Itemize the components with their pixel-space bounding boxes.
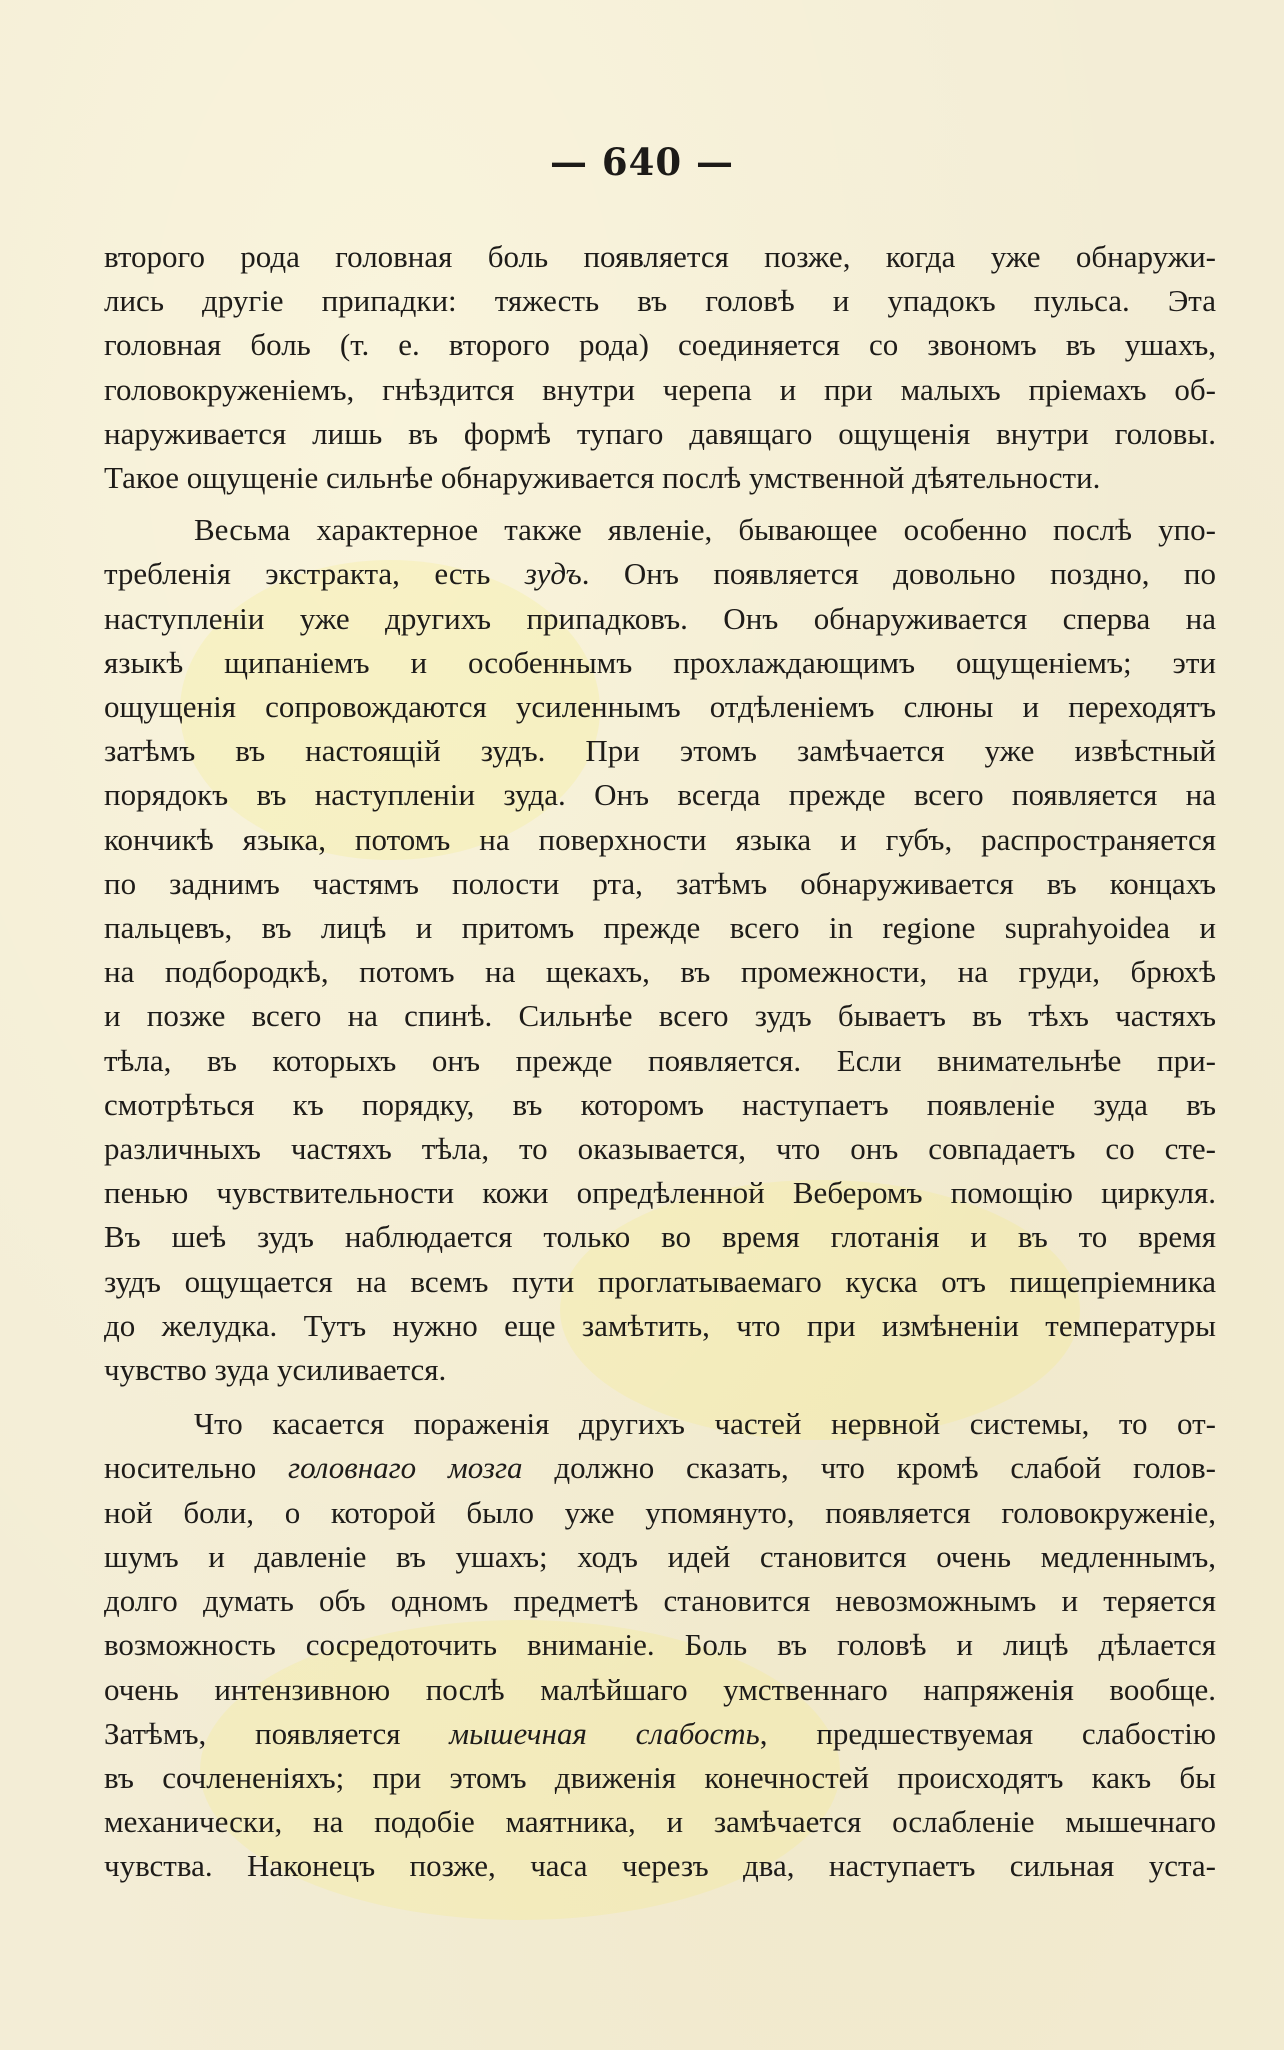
text-line: порядокъ въ наступленіи зуда. Онъ всегда прежде всего появляется на [104, 777, 1216, 813]
text-line: головокруженіемъ, гнѣздится внутри черепа и при малыхъ пріемахъ об- [104, 371, 1216, 407]
text-line [104, 552, 1216, 596]
text-line: ощущенія сопровождаются усиленнымъ отдѣленіемъ слюны и переходятъ [104, 689, 1216, 725]
text-line: шумъ и давленіе въ ушахъ; ходъ идей становится очень медленнымъ, [104, 1538, 1216, 1574]
page-body-text [104, 235, 1216, 1889]
emphasized-term: мышечная слабость [449, 1715, 760, 1751]
text-line: головная боль (т. е. второго рода) соединяется со звономъ въ ушахъ, [104, 327, 1216, 363]
text-line [104, 1446, 1216, 1490]
text-line: долго думать объ одномъ предметѣ становится невозможнымъ и теряется [104, 1583, 1216, 1619]
text-line: наступленіи уже другихъ припадковъ. Онъ обнаруживается сперва на [104, 600, 1216, 636]
text-line: механически, на подобіе маятника, и замѣчается ослабленіе мышечнаго [104, 1804, 1216, 1840]
text-line: чувство зуда усиливается. [104, 1352, 447, 1388]
text-line: въ сочлененіяхъ; при этомъ движенія конечностей происходятъ какъ бы [104, 1759, 1216, 1795]
text-line: Что касается пораженія другихъ частей нервной системы, то от- [194, 1406, 1216, 1442]
text-line: Такое ощущеніе сильнѣе обнаруживается послѣ умственной дѣятельности. [104, 460, 1101, 496]
text-line: затѣмъ въ настоящій зудъ. При этомъ замѣчается уже извѣстный [104, 733, 1216, 769]
page-number: — 640 — [550, 140, 734, 184]
text-line: чувства. Наконецъ позже, часа черезъ два, наступаетъ сильная уста- [104, 1848, 1216, 1884]
text-line: тѣла, въ которыхъ онъ прежде появляется. Если внимательнѣе при- [104, 1042, 1216, 1078]
text-segment: Затѣмъ, появляется [104, 1715, 450, 1751]
text-line: пальцевъ, въ лицѣ и притомъ прежде всего in regione suprahyoidea и [104, 910, 1216, 946]
text-line: различныхъ частяхъ тѣла, то оказывается, что онъ совпадаетъ со сте- [104, 1131, 1216, 1167]
text-line: смотрѣться къ порядку, въ которомъ наступаетъ появленіе зуда въ [104, 1086, 1216, 1122]
text-line: на подбородкѣ, потомъ на щекахъ, въ промежности, на груди, брюхѣ [104, 954, 1216, 990]
text-line: очень интензивною послѣ малѣйшаго умственнаго напряженія вообще. [104, 1671, 1216, 1707]
text-line: по заднимъ частямъ полости рта, затѣмъ обнаруживается въ концахъ [104, 865, 1216, 901]
text-segment: носительно [104, 1450, 289, 1486]
text-segment: . Онъ появляется довольно поздно, по [581, 556, 1217, 592]
text-line: наруживается лишь въ формѣ тупаго давящаго ощущенія внутри головы. [104, 415, 1216, 451]
text-line: второго рода головная боль появляется позже, когда уже обнаружи- [104, 239, 1216, 274]
text-line: зудъ ощущается на всемъ пути проглатываемаго куска отъ пищепріемника [104, 1263, 1216, 1299]
text-segment: , предшествуемая слабостію [759, 1715, 1217, 1751]
text-segment: должно сказать, что кромѣ слабой голов- [522, 1450, 1216, 1486]
text-line: до желудка. Тутъ нужно еще замѣтить, что при измѣненіи температуры [104, 1307, 1216, 1343]
text-line: языкѣ щипаніемъ и особеннымъ прохлаждающимъ ощущеніемъ; эти [104, 644, 1216, 680]
text-line [104, 1712, 1216, 1756]
text-segment: требленія экстракта, есть [104, 556, 525, 592]
emphasized-term: зудъ [524, 556, 582, 592]
emphasized-term: головнаго мозга [288, 1450, 523, 1486]
text-line: ной боли, о которой было уже упомянуто, появляется головокруженіе, [104, 1494, 1216, 1530]
text-line: Весьма характерное также явленіе, бывающее особенно послѣ упо- [194, 512, 1216, 548]
text-line: возможность сосредоточить вниманіе. Боль въ головѣ и лицѣ дѣлается [104, 1627, 1216, 1663]
text-line: Въ шеѣ зудъ наблюдается только во время глотанія и въ то время [104, 1219, 1216, 1255]
text-line: и позже всего на спинѣ. Сильнѣе всего зудъ бываетъ въ тѣхъ частяхъ [104, 998, 1216, 1034]
text-line: лись другіе припадки: тяжесть въ головѣ и упадокъ пульса. Эта [104, 283, 1216, 319]
text-line: кончикѣ языка, потомъ на поверхности языка и губъ, распространяется [104, 821, 1216, 857]
text-line: пенью чувствительности кожи опредѣленной Веберомъ помощію циркуля. [104, 1175, 1216, 1211]
